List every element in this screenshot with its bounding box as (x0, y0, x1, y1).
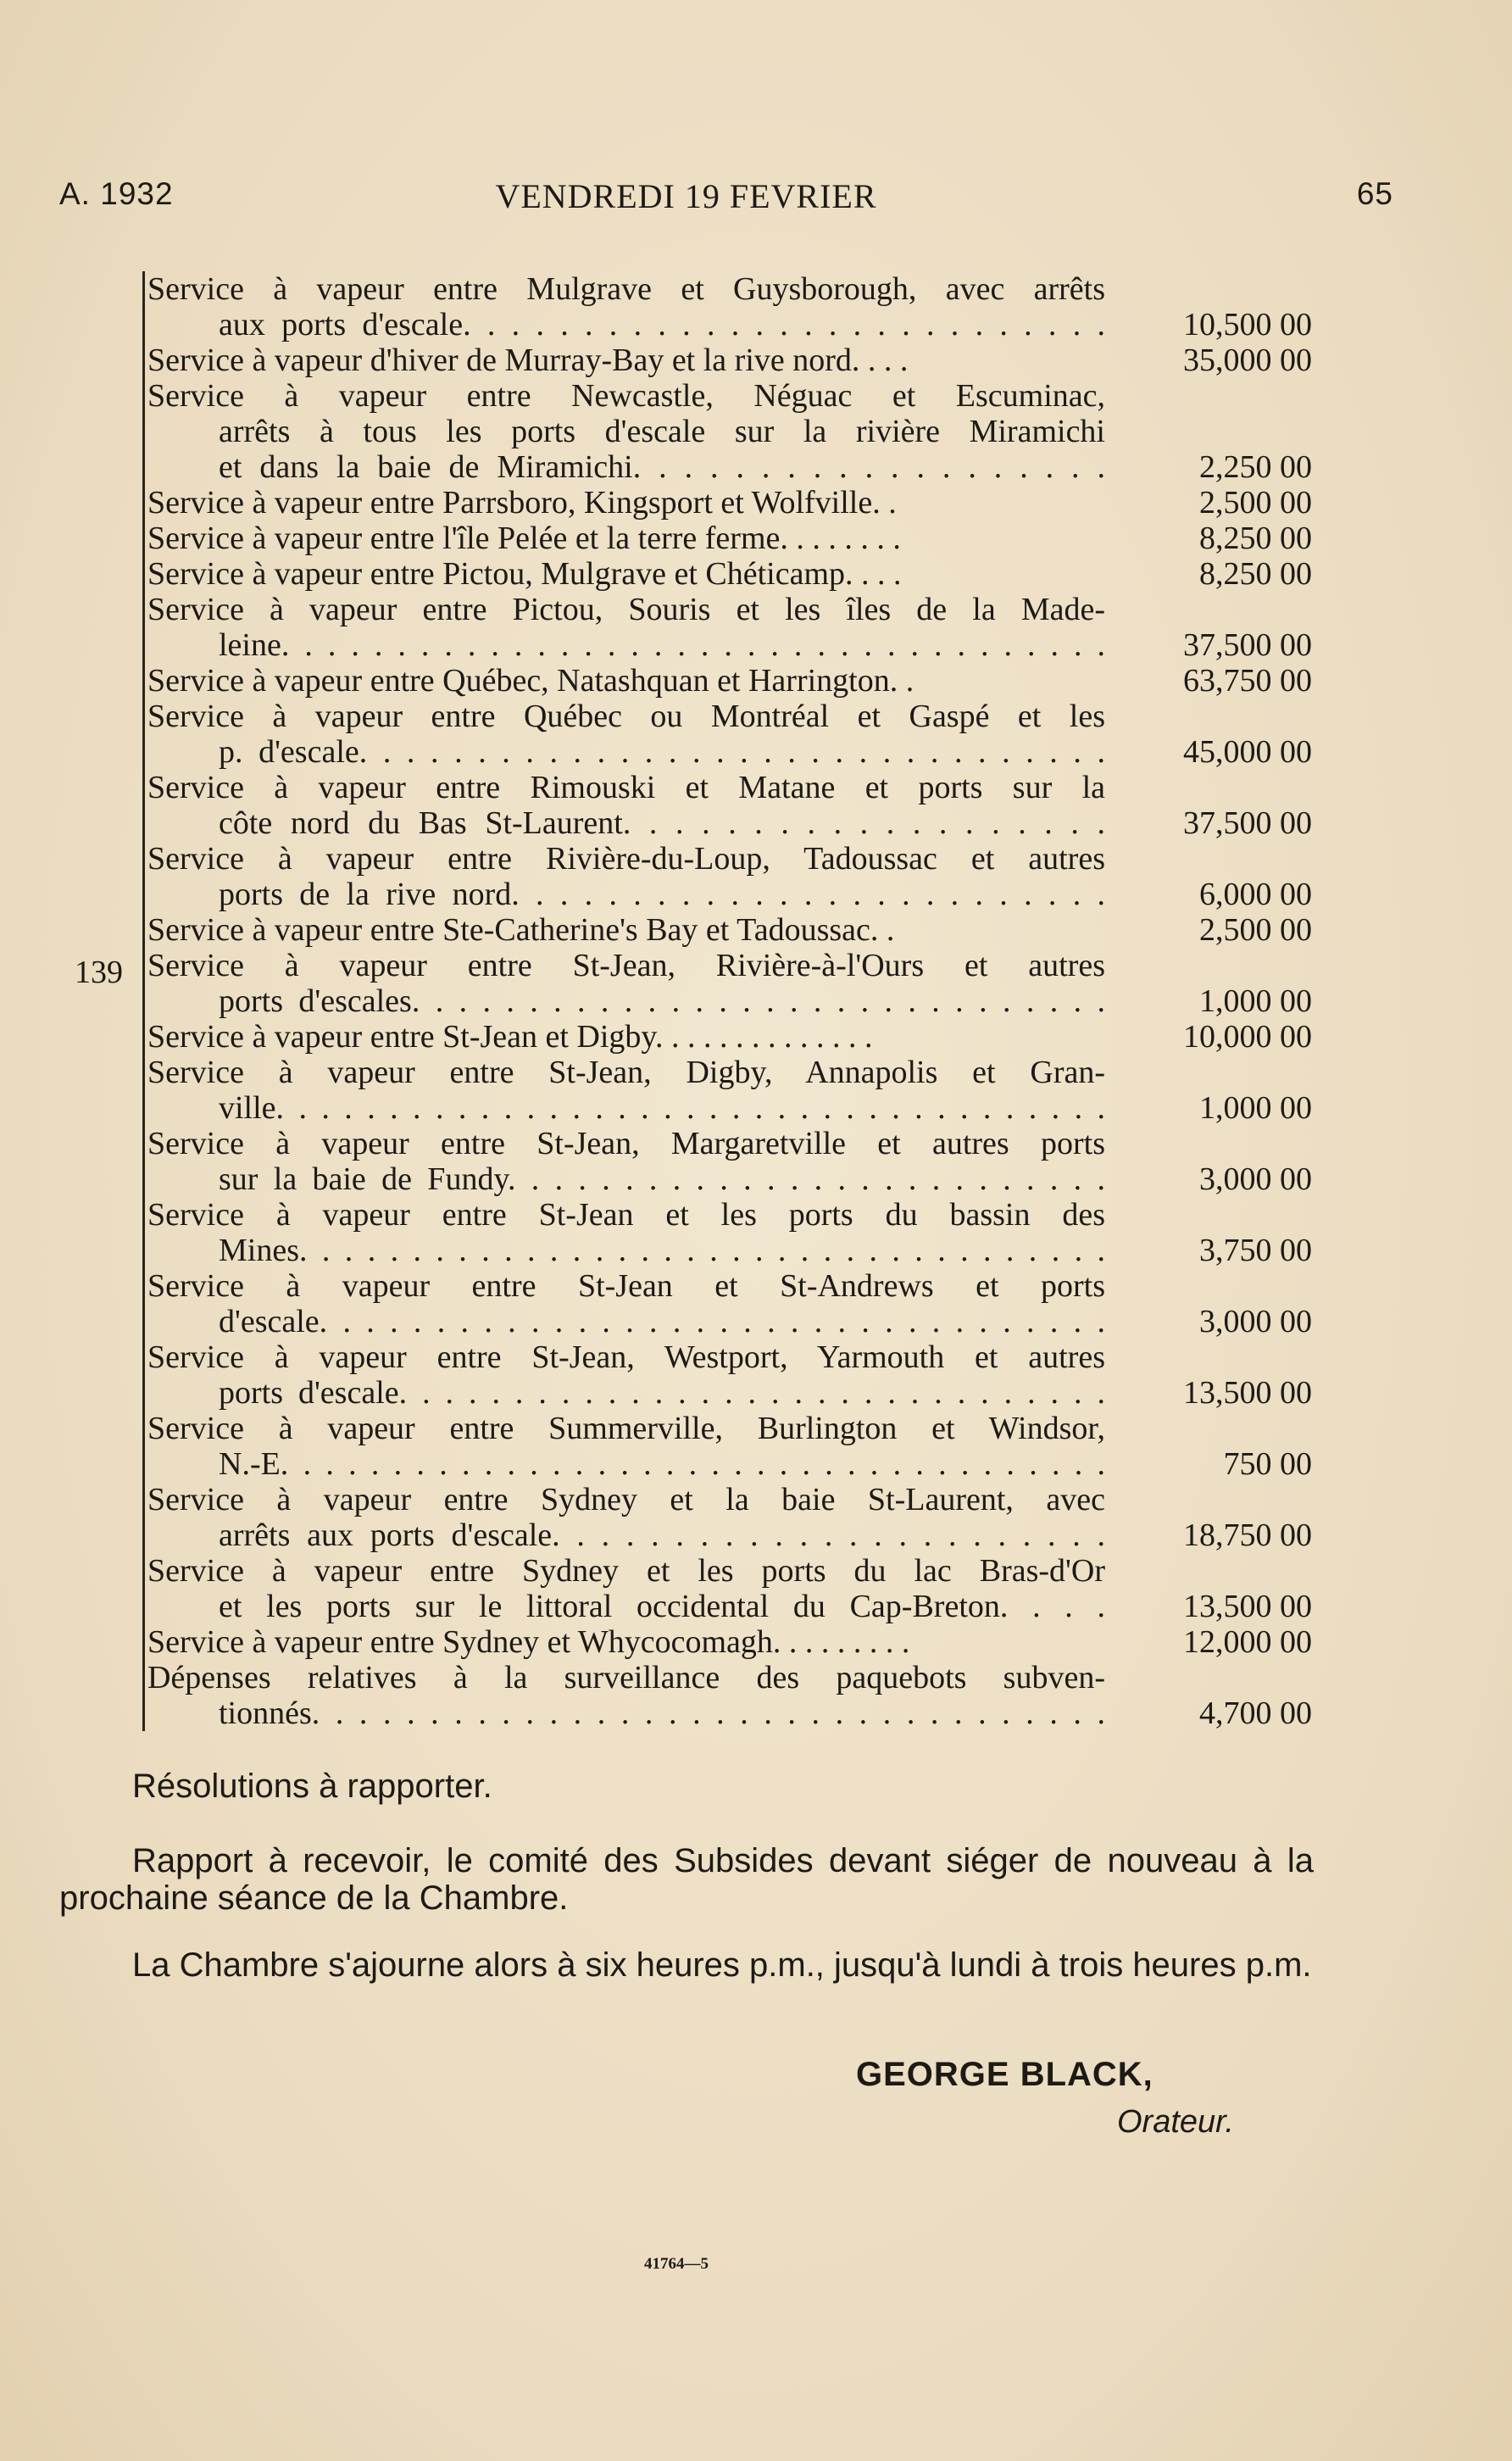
list-item (142, 1268, 1312, 1339)
entry-line: Mines. . . . . . . . . . . . . . . . . . . . . . . . . . . . . . . . . . . . (219, 1233, 1105, 1268)
entry-line: ports d'escale. . . . . . . . . . . . . . . . . . . . . . . . . . . . . . . (219, 1375, 1105, 1411)
entry-description (147, 663, 1105, 699)
list-item (142, 1339, 1312, 1411)
entry-line: Service à vapeur entre Pictou, Mulgrave et Chéticamp. . . . (147, 556, 902, 592)
entry-line: et les ports sur le littoral occidental du Cap-Breton. . . . (219, 1589, 1105, 1624)
header-date: VENDREDI 19 FEVRIER (495, 177, 877, 215)
entry-description (147, 948, 1105, 1019)
entry-amount: 2,250 00 (1199, 449, 1312, 485)
entry-description (147, 699, 1105, 770)
entry-description (147, 556, 1105, 592)
adjournment-paragraph: La Chambre s'ajourne alors à six heures p.m., jusqu'à lundi à trois heures p.m. (132, 1946, 1312, 1984)
list-item (142, 912, 1312, 948)
entry-description (147, 912, 1105, 948)
entry-line: leine. . . . . . . . . . . . . . . . . . . . . . . . . . . . . . . . . . . . (219, 627, 1105, 663)
entry-amount: 3,000 00 (1199, 1161, 1312, 1197)
entry-line: Service à vapeur d'hiver de Murray-Bay et la rive nord. . . . (147, 342, 909, 378)
entry-amount: 1,000 00 (1199, 983, 1312, 1019)
signature-title: Orateur. (1117, 2104, 1234, 2140)
list-item (142, 770, 1312, 841)
entry-description (147, 841, 1105, 912)
entry-line: Service à vapeur entre Newcastle, Néguac et Escuminac, (147, 378, 1105, 414)
entry-line: Service à vapeur entre Sydney et la baie St-Laurent, avec (147, 1482, 1105, 1517)
entry-line: Dépenses relatives à la surveillance des paquebots subven- (147, 1660, 1105, 1695)
page-number: 65 (1356, 176, 1393, 211)
entry-description (147, 378, 1105, 485)
entry-amount: 12,000 00 (1183, 1624, 1312, 1660)
entry-amount: 750 00 (1223, 1446, 1312, 1482)
entry-line: Service à vapeur entre St-Jean, Rivière-à-l'Ours et autres (147, 948, 1105, 983)
entry-description (147, 271, 1105, 342)
list-item (142, 1624, 1312, 1660)
entry-amount: 10,000 00 (1183, 1019, 1312, 1055)
entry-line: Service à vapeur entre l'île Pelée et la terre ferme. . . . . . . . (147, 521, 901, 556)
entry-amount: 63,750 00 (1183, 663, 1312, 699)
entry-description (147, 1197, 1105, 1268)
list-item (142, 1197, 1312, 1268)
entry-line: aux ports d'escale. . . . . . . . . . . . . . . . . . . . . . . . . . . (219, 307, 1105, 342)
entry-description (147, 1268, 1105, 1339)
list-item (142, 1482, 1312, 1553)
entry-line: Service à vapeur entre St-Jean, Westport, Yarmouth et autres (147, 1339, 1105, 1375)
entry-description (147, 1624, 1105, 1660)
entry-amount: 2,500 00 (1199, 485, 1312, 521)
signature-name: GEORGE BLACK, (856, 2056, 1153, 2093)
entry-line: d'escale. . . . . . . . . . . . . . . . . . . . . . . . . . . . . . . . . . (219, 1304, 1105, 1339)
list-item (142, 1055, 1312, 1126)
entry-amount: 6,000 00 (1199, 877, 1312, 912)
entry-line: sur la baie de Fundy. . . . . . . . . . . . . . . . . . . . . . . . . . (219, 1161, 1105, 1197)
entry-amount: 18,750 00 (1183, 1517, 1312, 1553)
entry-description (147, 1055, 1105, 1126)
entry-amount: 1,000 00 (1199, 1090, 1312, 1126)
list-item (142, 1019, 1312, 1055)
entry-amount: 3,000 00 (1199, 1304, 1312, 1339)
entry-description (147, 1553, 1105, 1624)
entry-line: Service à vapeur entre St-Jean, Margaretville et autres ports (147, 1126, 1105, 1161)
list-item (142, 1553, 1312, 1624)
list-item (142, 1660, 1312, 1731)
list-item (142, 378, 1312, 485)
list-item (142, 663, 1312, 699)
entry-line: Service à vapeur entre Parrsboro, Kingsport et Wolfville. . (147, 485, 897, 521)
entry-line: côte nord du Bas St-Laurent. . . . . . . . . . . . . . . . . . . (219, 805, 1105, 841)
vote-number: 139 (75, 955, 123, 990)
list-item (142, 342, 1312, 378)
entry-line: tionnés. . . . . . . . . . . . . . . . . . . . . . . . . . . . . . . . . . (219, 1695, 1105, 1731)
list-item (142, 521, 1312, 556)
entry-line: ports de la rive nord. . . . . . . . . . . . . . . . . . . . . . . . . (219, 877, 1105, 912)
entry-line: Service à vapeur entre Rivière-du-Loup, Tadoussac et autres (147, 841, 1105, 877)
entry-description (147, 1339, 1105, 1411)
entry-description (147, 1482, 1105, 1553)
header-year: A. 1932 (59, 176, 174, 211)
entry-line: N.-E. . . . . . . . . . . . . . . . . . . . . . . . . . . . . . . . . . . . . (219, 1446, 1105, 1482)
appropriation-list (142, 271, 1312, 1731)
entry-description (147, 521, 1105, 556)
entry-line: Service à vapeur entre Pictou, Souris et les îles de la Made- (147, 592, 1105, 627)
footer-code: 41764—5 (644, 2255, 709, 2273)
entry-line: et dans la baie de Miramichi. . . . . . . . . . . . . . . . . . . (219, 449, 1105, 485)
entry-amount: 45,000 00 (1183, 734, 1312, 770)
entry-line: Service à vapeur entre Ste-Catherine's Bay et Tadoussac. . (147, 912, 895, 948)
list-item (142, 948, 1312, 1019)
entry-line: Service à vapeur entre Sydney et les ports du lac Bras-d'Or (147, 1553, 1105, 1589)
entry-amount: 13,500 00 (1183, 1375, 1312, 1411)
entry-amount: 8,250 00 (1199, 556, 1312, 592)
entry-amount: 37,500 00 (1183, 627, 1312, 663)
entry-amount: 37,500 00 (1183, 805, 1312, 841)
entry-line: Service à vapeur entre St-Jean et St-Andrews et ports (147, 1268, 1105, 1304)
entry-amount: 8,250 00 (1199, 521, 1312, 556)
entry-amount: 10,500 00 (1183, 307, 1312, 342)
entry-description (147, 770, 1105, 841)
page-header (59, 176, 1393, 219)
entry-line: Service à vapeur entre Mulgrave et Guysborough, avec arrêts (147, 271, 1105, 307)
entry-description (147, 592, 1105, 663)
resolutions-text: Résolutions à rapporter. (132, 1768, 492, 1805)
entry-amount: 4,700 00 (1199, 1695, 1312, 1731)
entry-description (147, 1660, 1105, 1731)
entry-line: Service à vapeur entre Rimouski et Matane et ports sur la (147, 770, 1105, 805)
entry-line: Service à vapeur entre Québec, Natashquan et Harrington. . (147, 663, 914, 699)
entry-line: Service à vapeur entre Summerville, Burlington et Windsor, (147, 1411, 1105, 1446)
entry-description (147, 1126, 1105, 1197)
entry-line: Service à vapeur entre St-Jean et les ports du bassin des (147, 1197, 1105, 1233)
entry-line: arrêts aux ports d'escale. . . . . . . . . . . . . . . . . . . . . . . (219, 1517, 1105, 1553)
entry-line: Service à vapeur entre St-Jean, Digby, Annapolis et Gran- (147, 1055, 1105, 1090)
list-item (142, 592, 1312, 663)
entry-description (147, 342, 1105, 378)
entry-amount: 13,500 00 (1183, 1589, 1312, 1624)
entry-line: ville. . . . . . . . . . . . . . . . . . . . . . . . . . . . . . . . . . . . . (219, 1090, 1105, 1126)
list-item (142, 1126, 1312, 1197)
rapport-paragraph: Rapport à recevoir, le comité des Subsides devant siéger de nouveau à la prochaine séance de la Chambre. (59, 1842, 1314, 1917)
list-item (142, 485, 1312, 521)
entry-description (147, 485, 1105, 521)
list-item (142, 699, 1312, 770)
list-item (142, 271, 1312, 342)
entry-line: Service à vapeur entre Sydney et Whycocomagh. . . . . . . . . (147, 1624, 910, 1660)
list-item (142, 556, 1312, 592)
entry-line: arrêts à tous les ports d'escale sur la rivière Miramichi (219, 414, 1105, 449)
list-item (142, 841, 1312, 912)
entry-description (147, 1019, 1105, 1055)
entry-amount: 35,000 00 (1183, 342, 1312, 378)
entry-amount: 2,500 00 (1199, 912, 1312, 948)
entry-description (147, 1411, 1105, 1482)
entry-line: Service à vapeur entre Québec ou Montréal et Gaspé et les (147, 699, 1105, 734)
entry-line: ports d'escales. . . . . . . . . . . . . . . . . . . . . . . . . . . . . . (219, 983, 1105, 1019)
entry-line: Service à vapeur entre St-Jean et Digby. . . . . . . . . . . . . . (147, 1019, 873, 1055)
list-item (142, 1411, 1312, 1482)
entry-amount: 3,750 00 (1199, 1233, 1312, 1268)
entry-line: p. d'escale. . . . . . . . . . . . . . . . . . . . . . . . . . . . . . . . (219, 734, 1105, 770)
